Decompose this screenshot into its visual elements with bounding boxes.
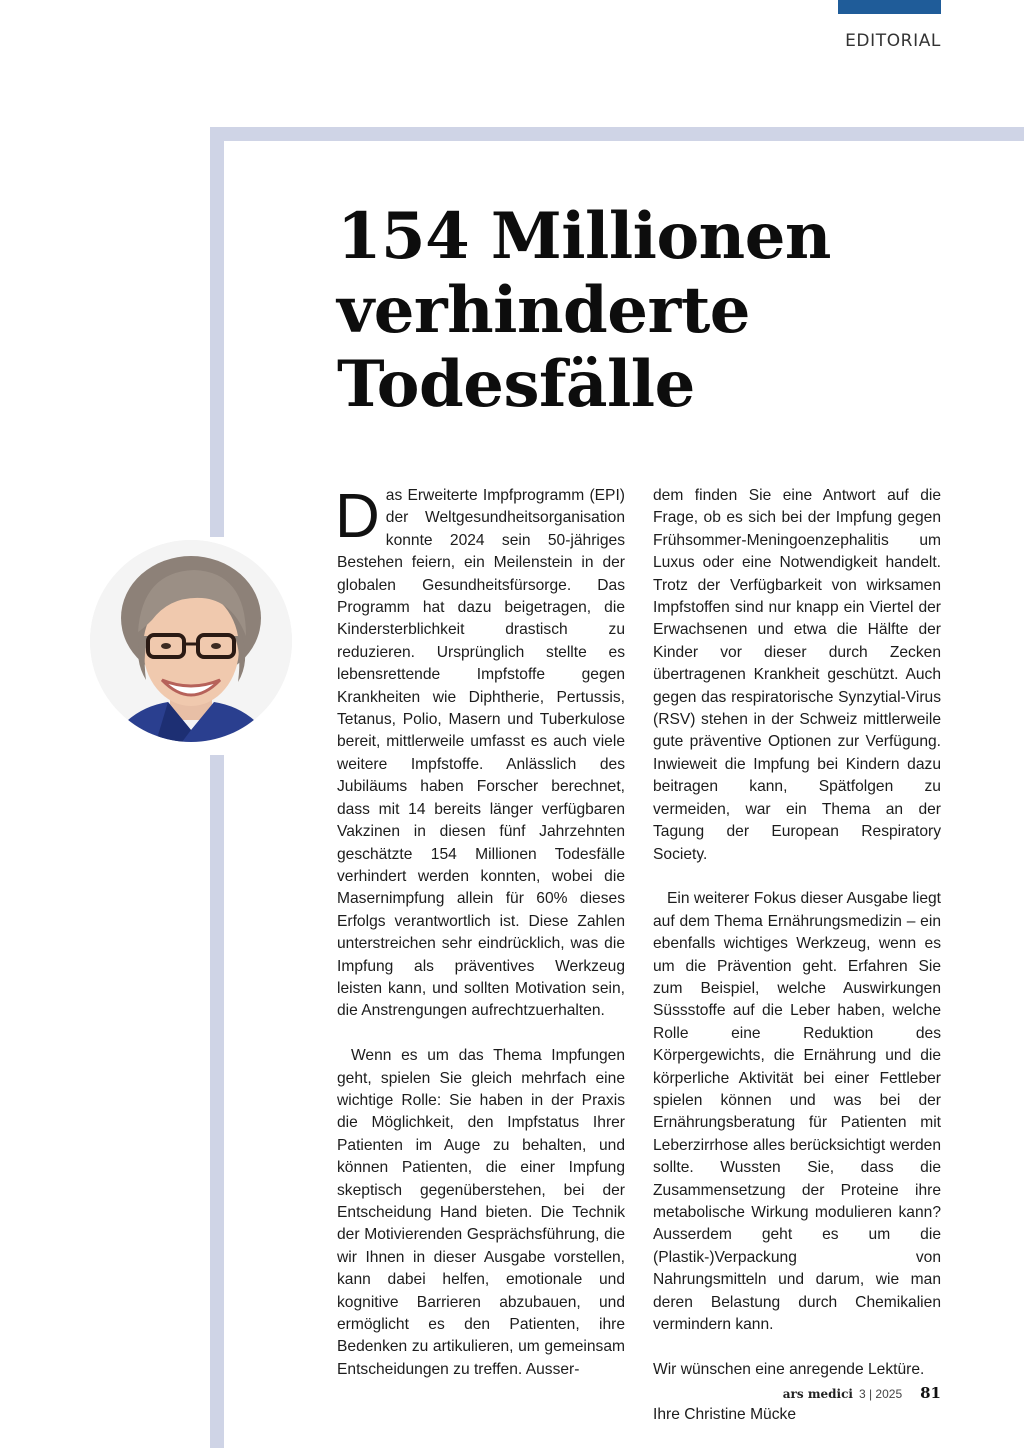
author-portrait xyxy=(90,540,292,742)
journal-name: ars medici xyxy=(782,1387,853,1401)
title-line-2: verhinderte xyxy=(337,273,750,348)
article-column-right xyxy=(653,485,941,1426)
author-signature: Ihre Christine Mücke xyxy=(653,1405,796,1423)
paragraph-intro xyxy=(335,482,625,1023)
paragraph-fsme-rsv: dem finden Sie eine Antwort auf die Frage, ob es sich bei der Impfung gegen Frühsommer-Meningoenzephalitis um Luxus oder eine Notwendigkeit handelt. Trotz der Verfügbarkeit von wirksamen Impfstoffen sind nur knapp ein Viertel der Erwachsenen und etwa die Hälfte der Kinder vor dieser durch Zecken übertragenen Krankheit geschützt. Auch gegen das respiratorische Synzytial-Virus (RSV) stehen in der Schweiz mittlerweile gute präventive Optionen zur Verfügung. Inwieweit die Impfung bei Kindern dazu beitragen kann, Spätfolgen zu vermeiden, war ein Thema an der Tagung der European Respiratory Society. xyxy=(653,487,941,863)
paragraph-nutrition: Ein weiterer Fokus dieser Ausgabe liegt auf dem Thema Ernährungsmedizin – ein ebenfalls wichtiges Werkzeug, wenn es um die Prävention geht. Erfahren Sie zum Beispiel, welche Auswirkungen Süssstoffe auf die Leber haben, welche Rolle eine Reduktion des Körpergewichts, die Ernährung und die körperliche Aktivität bei einer Fettleber spielen können und was bei der Ernährungsberatung für Patienten mit Leberzirrhose alles berücksichtigt werden sollte. Wussten Sie, dass die Zusammensetzung der Proteine ihre metabolische Wirkung modulieren kann? Ausserdem geht es um die (Plastik-)Verpackung von Nahrungsmitteln und darum, wie man deren Belastung durch Chemikalien vermindern kann. xyxy=(653,890,941,1334)
title-line-1: 154 Millionen xyxy=(337,199,831,274)
issue-number: 3 | 2025 xyxy=(858,1387,903,1401)
title-line-3: Todesfälle xyxy=(337,347,695,422)
page-footer xyxy=(783,1384,941,1402)
closing-line: Wir wünschen eine anregende Lektüre. xyxy=(653,1360,925,1378)
frame-top-bar xyxy=(210,127,1024,141)
section-color-tab xyxy=(838,0,941,14)
frame-left-bar-upper xyxy=(210,127,224,537)
paragraph-vaccination-role: Wenn es um das Thema Impfungen geht, spielen Sie gleich mehrfach eine wichtige Rolle: Sie haben in der Praxis die Möglichkeit, den Impfstatus Ihrer Patienten im Auge zu behalten, und können Patienten, die einer Impfung skeptisch gegenüberstehen, bei der Entscheidung Hand bieten. Die Technik der Motivierenden Gesprächsführung, die wir Ihnen in dieser Ausgabe vorstellen, kann dabei helfen, emotionale und kognitive Barrieren abzubauen, und ermöglicht es den Patienten, ihre Bedenken zu artikulieren, um gemeinsam Entscheidungen zu treffen. Ausser- xyxy=(337,1047,625,1378)
frame-left-bar-lower xyxy=(210,755,224,1448)
drop-cap: D xyxy=(335,482,380,551)
paragraph-intro-text: as Erweiterte Impfprogramm (EPI) der Weltgesundheitsorganisation konnte 2024 sein 50-jähriges Bestehen feiern, ein Meilenstein in der globalen Gesundheitsfürsorge. Das Programm hat dazu beigetragen, die Kindersterblichkeit drastisch zu reduzieren. Ursprünglich stellte es lebensrettende Impfstoffe gegen Krankheiten wie Diphtherie, Pertussis, Tetanus, Polio, Masern und Tuberkulose bereit, mittlerweile umfasst es auch viele weitere Impfstoffe. Anlässlich des Jubiläums haben Forscher berechnet, dass mit 14 bereits länger verfügbaren Vakzinen in diesen fünf Jahrzehnten geschätzte 154 Millionen Todesfälle verhindert werden konnten, wobei die Masernimpfung allein für 60% dieses Erfolgs verantwortlich ist. Diese Zahlen unterstreichen sehr eindrücklich, was die Impfung als präventives Werkzeug leisten kann, und sollten Motivation sein, die Anstrengungen aufrechtzuerhalten. xyxy=(337,487,625,1020)
author-portrait-illustration xyxy=(90,540,292,742)
section-label: EDITORIAL xyxy=(845,31,941,51)
article-column-left xyxy=(335,482,625,1381)
page-number: 81 xyxy=(920,1384,941,1402)
article-title xyxy=(337,200,957,422)
